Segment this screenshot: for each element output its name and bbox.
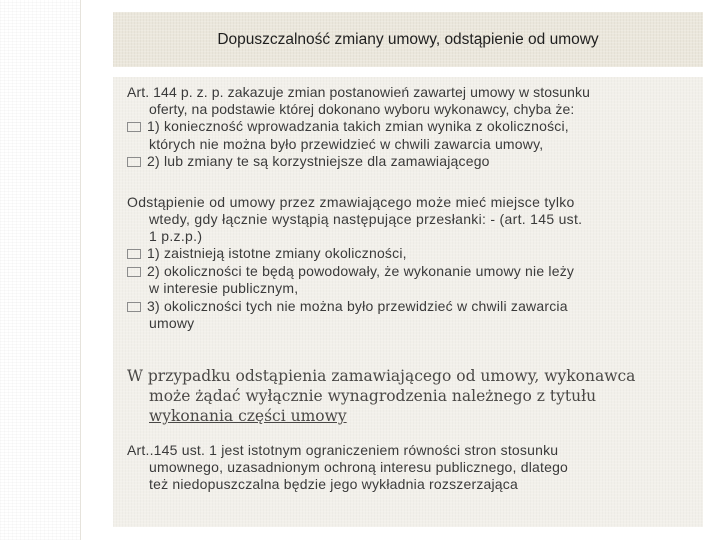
art145-line3: 1 p.z.p.) [149, 228, 203, 244]
art145-line2-rest: : - (art. 145 ust. [482, 211, 583, 227]
art144-line2: oferty, na podstawie której dokonano wyboru wykonawcy, chyba że: [149, 101, 575, 117]
art144-item1-line2: których nie można było przewidzieć w chwili zawarcia umowy, [149, 135, 544, 152]
art145-line1: Odstąpienie od umowy przez zmawiającego może mieć miejsce tylko [127, 194, 575, 210]
list-item [127, 245, 699, 263]
art144-paragraph [127, 84, 699, 171]
art144-line1: Art. 144 p. z. p. zakazuje zmian postanowień zawartej umowy w stosunku [127, 84, 590, 100]
list-item [127, 298, 699, 316]
art145-item3-line2: umowy [149, 315, 195, 331]
art145-line2 [127, 211, 699, 228]
art145-note-line1: Art..145 ust. 1 jest istotnym ograniczeniem równości stron stosunku [127, 442, 559, 458]
art145-emphasis: wtedy, gdy łącznie wystąpią następujące przesłanki [149, 211, 483, 227]
checkbox-bullet-icon [127, 302, 141, 312]
art145-item2-line2: w interesie publicznym, [149, 280, 299, 296]
art145-item3-line1: 3) okoliczności tych nie można było przewidzieć w chwili zawarcia [147, 297, 568, 314]
art145-paragraph [127, 194, 699, 333]
art145-item1: 1) zaistnieją istotne zmiany okoliczności, [147, 245, 407, 261]
withdrawal-line3: wykonania części umowy [149, 407, 347, 425]
list-item [127, 153, 699, 171]
checkbox-bullet-icon [127, 122, 141, 132]
withdrawal-paragraph [127, 366, 699, 426]
art144-item1-line1: 1) konieczność wprowadzania takich zmian wynika z okoliczności, [147, 118, 569, 134]
withdrawal-line2: może żądać wyłącznie wynagrodzenia należnego z tytułu [149, 387, 597, 405]
list-item [127, 118, 699, 136]
withdrawal-line1: W przypadku odstąpienia zamawiającego od umowy, wykonawca [127, 367, 636, 385]
left-decorative-stripe [0, 0, 81, 540]
art145-note-paragraph [127, 442, 699, 493]
withdrawal-line3-container [127, 406, 699, 426]
list-item [127, 263, 699, 281]
art145-item2-line1: 2) okoliczności te będą powodowały, że wykonanie umowy nie leży [147, 262, 575, 279]
checkbox-bullet-icon [127, 267, 141, 277]
art144-item2: 2) lub zmiany te są korzystniejsze dla zamawiającego [147, 153, 490, 169]
art145-note-line2: umownego, uzasadnionym ochroną interesu publicznego, dlatego [149, 459, 569, 475]
art145-note-line3: też niedopuszczalna będzie jego wykładnia rozszerzająca [149, 476, 518, 492]
checkbox-bullet-icon [127, 249, 141, 259]
slide-title: Dopuszczalność zmiany umowy, odstąpienie od umowy [217, 31, 599, 48]
checkbox-bullet-icon [127, 157, 141, 167]
